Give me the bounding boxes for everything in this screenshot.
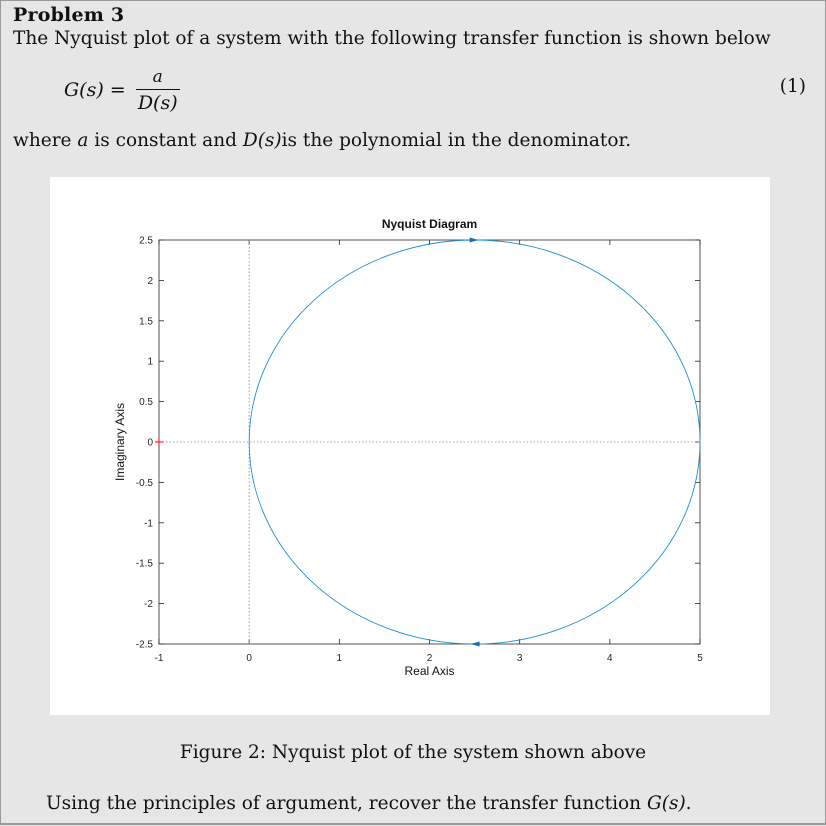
x-tick-label: 5 <box>697 653 703 664</box>
x-tick-label: 1 <box>336 653 343 664</box>
where-text <box>13 130 631 151</box>
nyquist-figure <box>50 177 770 715</box>
where-part2: is constant and <box>88 130 243 151</box>
y-tick-label: 0 <box>147 437 153 449</box>
y-tick-label: -1.5 <box>135 558 153 570</box>
where-part1: where <box>13 130 78 151</box>
x-axis-label: Real Axis <box>404 664 455 678</box>
equation-number: (1) <box>779 76 806 97</box>
y-tick-label: -1 <box>144 518 153 530</box>
y-tick-label: 2.5 <box>139 235 153 247</box>
problem-title: Problem 3 <box>13 4 125 26</box>
y-tick-label: 1 <box>147 356 153 368</box>
where-part3: is the polynomial in the denominator. <box>281 130 632 151</box>
y-tick-label: 1.5 <box>139 316 153 328</box>
question-text <box>46 793 692 814</box>
y-tick-label: -2.5 <box>135 639 153 651</box>
direction-arrow <box>471 642 480 647</box>
x-tick-label: -1 <box>154 653 164 664</box>
transfer-function-equation <box>64 64 180 116</box>
equation-fraction <box>136 67 180 114</box>
x-tick-label: 2 <box>426 653 433 664</box>
where-var-a: a <box>77 130 89 151</box>
x-tick-label: 0 <box>246 653 252 664</box>
equation-numerator: a <box>152 66 163 87</box>
question-var-G: G(s) <box>646 793 686 814</box>
equation-lhs: G(s) = <box>64 79 126 101</box>
direction-arrow <box>470 238 479 243</box>
y-axis-label: Imaginary Axis <box>113 402 127 482</box>
y-tick-label: 0.5 <box>139 397 153 409</box>
y-tick-label: -2 <box>144 599 153 611</box>
question-part2: . <box>685 793 692 814</box>
where-var-D: D(s) <box>242 130 282 151</box>
y-tick-label: 2 <box>147 275 153 287</box>
x-tick-label: 4 <box>607 653 613 664</box>
x-tick-label: 3 <box>516 653 523 664</box>
chart-title: Nyquist Diagram <box>381 217 478 231</box>
nyquist-chart <box>50 177 770 715</box>
y-tick-label: -0.5 <box>135 477 153 489</box>
problem-intro: The Nyquist plot of a system with the following transfer function is shown below <box>13 28 771 49</box>
figure-caption: Figure 2: Nyquist plot of the system shown above <box>179 742 647 763</box>
question-part1: Using the principles of argument, recover the transfer function <box>46 793 647 814</box>
equation-denominator: D(s) <box>137 91 178 114</box>
